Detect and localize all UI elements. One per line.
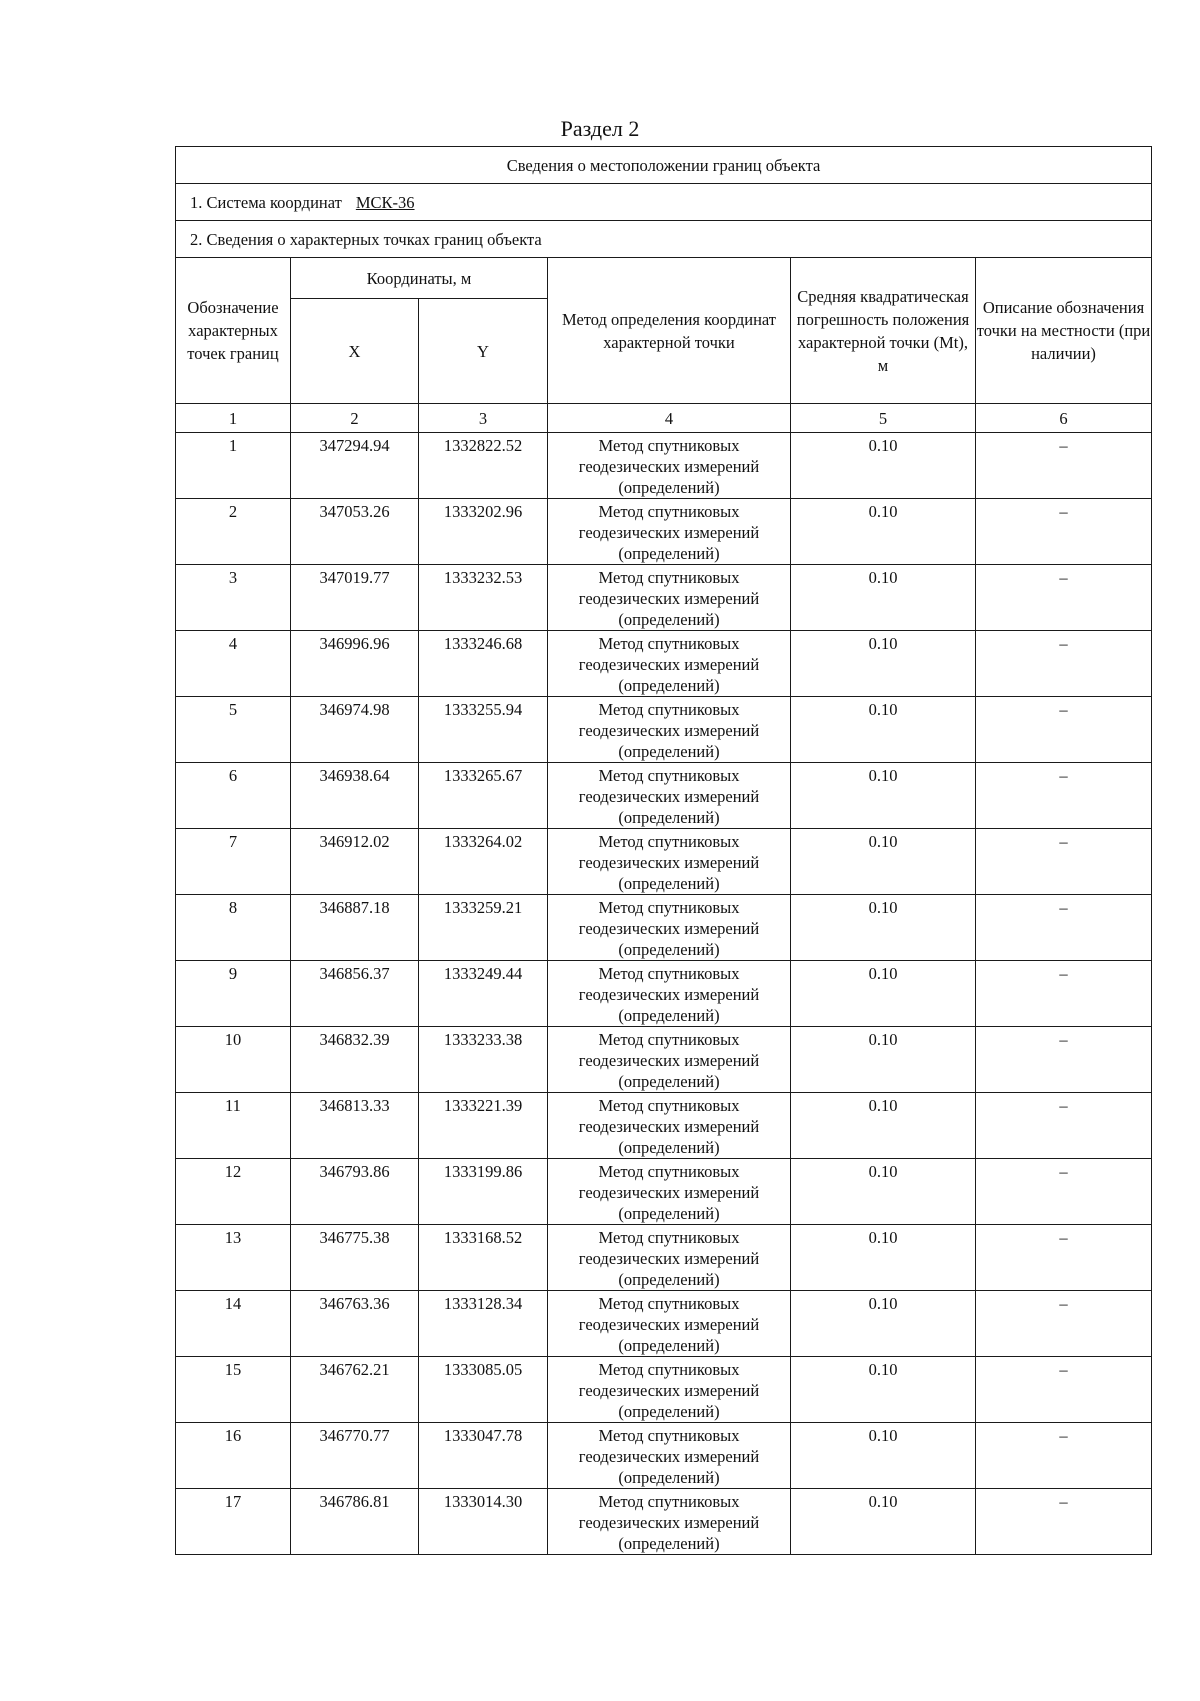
method-cell: Метод спутниковых геодезических измерений (определений) (548, 1093, 791, 1159)
mt-error-cell: 0.10 (791, 1489, 976, 1555)
table-row (176, 1291, 1152, 1357)
x-coordinate-cell: 346786.81 (291, 1489, 419, 1555)
description-cell: – (976, 433, 1152, 499)
x-coordinate-cell: 346793.86 (291, 1159, 419, 1225)
y-coordinate-cell: 1333264.02 (419, 829, 548, 895)
header-coordinates: Координаты, м (291, 258, 548, 299)
x-coordinate-cell: 346763.36 (291, 1291, 419, 1357)
boundary-points-table (175, 146, 1152, 1555)
description-cell: – (976, 961, 1152, 1027)
point-number-cell: 7 (176, 829, 291, 895)
table-title: Сведения о местоположении границ объекта (176, 147, 1152, 184)
method-cell: Метод спутниковых геодезических измерений (определений) (548, 961, 791, 1027)
point-number-cell: 16 (176, 1423, 291, 1489)
table-row (176, 1027, 1152, 1093)
point-number-cell: 4 (176, 631, 291, 697)
y-coordinate-cell: 1332822.52 (419, 433, 548, 499)
mt-error-cell: 0.10 (791, 565, 976, 631)
point-number-cell: 2 (176, 499, 291, 565)
header-description: Описание обозначения точки на местности (при наличии) (976, 258, 1152, 404)
description-cell: – (976, 1159, 1152, 1225)
section-title: Раздел 2 (560, 116, 640, 141)
y-coordinate-cell: 1333014.30 (419, 1489, 548, 1555)
point-number-cell: 3 (176, 565, 291, 631)
x-coordinate-cell: 346775.38 (291, 1225, 419, 1291)
x-coordinate-cell: 346974.98 (291, 697, 419, 763)
y-coordinate-cell: 1333246.68 (419, 631, 548, 697)
header-y: Y (419, 299, 548, 404)
method-cell: Метод спутниковых геодезических измерений (определений) (548, 499, 791, 565)
table-row (176, 1225, 1152, 1291)
x-coordinate-cell: 346770.77 (291, 1423, 419, 1489)
mt-error-cell: 0.10 (791, 433, 976, 499)
table-row (176, 895, 1152, 961)
column-number: 5 (791, 404, 976, 433)
x-coordinate-cell: 346912.02 (291, 829, 419, 895)
table-row (176, 499, 1152, 565)
y-coordinate-cell: 1333199.86 (419, 1159, 548, 1225)
method-cell: Метод спутниковых геодезических измерений (определений) (548, 763, 791, 829)
description-cell: – (976, 1093, 1152, 1159)
mt-error-cell: 0.10 (791, 763, 976, 829)
coord-system-label: 1. Система координат (190, 192, 342, 212)
description-cell: – (976, 697, 1152, 763)
y-coordinate-cell: 1333255.94 (419, 697, 548, 763)
mt-error-cell: 0.10 (791, 1357, 976, 1423)
table-title-row (176, 147, 1152, 184)
table-row (176, 631, 1152, 697)
description-cell: – (976, 1357, 1152, 1423)
table-row (176, 697, 1152, 763)
point-number-cell: 8 (176, 895, 291, 961)
coord-system-value: МСК-36 (355, 192, 415, 212)
description-cell: – (976, 829, 1152, 895)
points-heading-row (176, 221, 1152, 258)
coord-system-row (176, 184, 1152, 221)
point-number-cell: 6 (176, 763, 291, 829)
method-cell: Метод спутниковых геодезических измерений (определений) (548, 1291, 791, 1357)
y-coordinate-cell: 1333221.39 (419, 1093, 548, 1159)
description-cell: – (976, 763, 1152, 829)
x-coordinate-cell: 346938.64 (291, 763, 419, 829)
description-cell: – (976, 895, 1152, 961)
method-cell: Метод спутниковых геодезических измерений (определений) (548, 1027, 791, 1093)
x-coordinate-cell: 346832.39 (291, 1027, 419, 1093)
x-coordinate-cell: 346887.18 (291, 895, 419, 961)
description-cell: – (976, 1489, 1152, 1555)
x-coordinate-cell: 346762.21 (291, 1357, 419, 1423)
point-number-cell: 11 (176, 1093, 291, 1159)
coord-system-cell (176, 184, 1152, 221)
x-coordinate-cell: 347294.94 (291, 433, 419, 499)
mt-error-cell: 0.10 (791, 697, 976, 763)
method-cell: Метод спутниковых геодезических измерений (определений) (548, 829, 791, 895)
mt-error-cell: 0.10 (791, 961, 976, 1027)
header-row-1 (176, 258, 1152, 299)
y-coordinate-cell: 1333259.21 (419, 895, 548, 961)
mt-error-cell: 0.10 (791, 499, 976, 565)
mt-error-cell: 0.10 (791, 829, 976, 895)
table-row (176, 1423, 1152, 1489)
point-number-cell: 15 (176, 1357, 291, 1423)
point-number-cell: 12 (176, 1159, 291, 1225)
table-row (176, 1159, 1152, 1225)
table-row (176, 1357, 1152, 1423)
mt-error-cell: 0.10 (791, 631, 976, 697)
header-error: Средняя квадратическая погрешность положения характерной точки (Mt), м (791, 258, 976, 404)
description-cell: – (976, 1225, 1152, 1291)
mt-error-cell: 0.10 (791, 1027, 976, 1093)
table-row (176, 1093, 1152, 1159)
method-cell: Метод спутниковых геодезических измерений (определений) (548, 1225, 791, 1291)
point-number-cell: 10 (176, 1027, 291, 1093)
y-coordinate-cell: 1333168.52 (419, 1225, 548, 1291)
method-cell: Метод спутниковых геодезических измерений (определений) (548, 697, 791, 763)
column-number: 6 (976, 404, 1152, 433)
description-cell: – (976, 1291, 1152, 1357)
header-method: Метод определения координат характерной точки (548, 258, 791, 404)
point-number-cell: 9 (176, 961, 291, 1027)
point-number-cell: 13 (176, 1225, 291, 1291)
description-cell: – (976, 499, 1152, 565)
mt-error-cell: 0.10 (791, 895, 976, 961)
x-coordinate-cell: 346996.96 (291, 631, 419, 697)
description-cell: – (976, 565, 1152, 631)
method-cell: Метод спутниковых геодезических измерений (определений) (548, 895, 791, 961)
y-coordinate-cell: 1333047.78 (419, 1423, 548, 1489)
point-number-cell: 14 (176, 1291, 291, 1357)
method-cell: Метод спутниковых геодезических измерений (определений) (548, 631, 791, 697)
column-number-row (176, 404, 1152, 433)
table-row (176, 763, 1152, 829)
y-coordinate-cell: 1333232.53 (419, 565, 548, 631)
point-number-cell: 5 (176, 697, 291, 763)
table-row (176, 829, 1152, 895)
y-coordinate-cell: 1333233.38 (419, 1027, 548, 1093)
mt-error-cell: 0.10 (791, 1423, 976, 1489)
header-x: X (291, 299, 419, 404)
y-coordinate-cell: 1333249.44 (419, 961, 548, 1027)
mt-error-cell: 0.10 (791, 1093, 976, 1159)
column-number: 2 (291, 404, 419, 433)
points-heading: 2. Сведения о характерных точках границ объекта (176, 221, 1152, 258)
column-number: 3 (419, 404, 548, 433)
table-row (176, 433, 1152, 499)
x-coordinate-cell: 346813.33 (291, 1093, 419, 1159)
description-cell: – (976, 1423, 1152, 1489)
method-cell: Метод спутниковых геодезических измерений (определений) (548, 1489, 791, 1555)
y-coordinate-cell: 1333202.96 (419, 499, 548, 565)
column-number: 1 (176, 404, 291, 433)
method-cell: Метод спутниковых геодезических измерений (определений) (548, 433, 791, 499)
table-row (176, 565, 1152, 631)
method-cell: Метод спутниковых геодезических измерений (определений) (548, 1423, 791, 1489)
mt-error-cell: 0.10 (791, 1225, 976, 1291)
point-number-cell: 17 (176, 1489, 291, 1555)
y-coordinate-cell: 1333265.67 (419, 763, 548, 829)
method-cell: Метод спутниковых геодезических измерений (определений) (548, 1357, 791, 1423)
y-coordinate-cell: 1333085.05 (419, 1357, 548, 1423)
y-coordinate-cell: 1333128.34 (419, 1291, 548, 1357)
method-cell: Метод спутниковых геодезических измерений (определений) (548, 1159, 791, 1225)
column-number: 4 (548, 404, 791, 433)
description-cell: – (976, 1027, 1152, 1093)
point-number-cell: 1 (176, 433, 291, 499)
x-coordinate-cell: 347019.77 (291, 565, 419, 631)
method-cell: Метод спутниковых геодезических измерений (определений) (548, 565, 791, 631)
mt-error-cell: 0.10 (791, 1159, 976, 1225)
table-row (176, 961, 1152, 1027)
header-designation: Обозначение характерных точек границ (176, 258, 291, 404)
table-row (176, 1489, 1152, 1555)
x-coordinate-cell: 347053.26 (291, 499, 419, 565)
mt-error-cell: 0.10 (791, 1291, 976, 1357)
description-cell: – (976, 631, 1152, 697)
x-coordinate-cell: 346856.37 (291, 961, 419, 1027)
